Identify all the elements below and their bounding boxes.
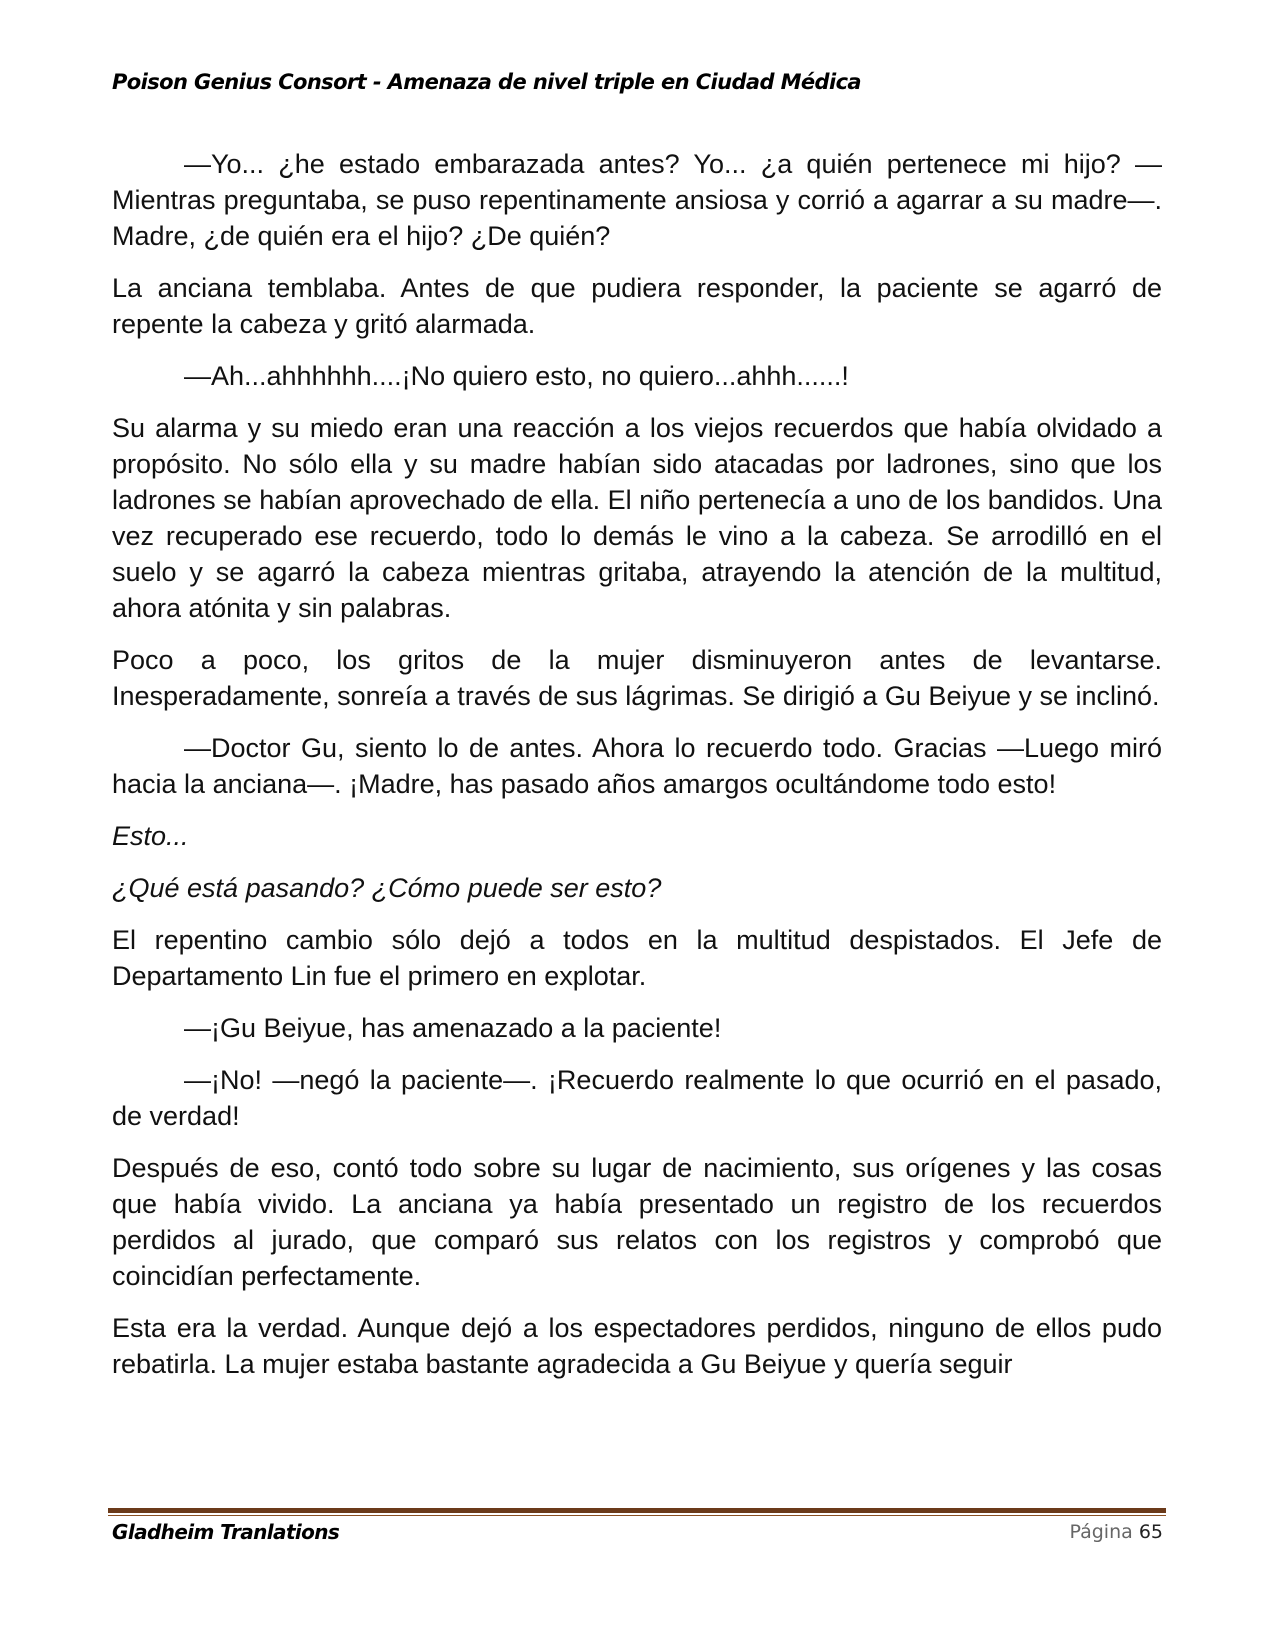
- paragraph-narration: Su alarma y su miedo eran una reacción a los viejos recuerdos que había olvidado a propósito. No sólo ella y su madre habían sido atacadas por ladrones, sino que los ladrones se habían aprovechado de ella. El niño pertenecía a uno de los bandidos. Una vez recuperado ese recuerdo, todo lo demás le vino a la cabeza. Se arrodilló en el suelo y se agarró la cabeza mientras gritaba, atrayendo la atención de la multitud, ahora atónita y sin palabras.: [112, 413, 1162, 623]
- body-text: [112, 146, 1162, 1398]
- footer-divider: [108, 1508, 1166, 1516]
- paragraph-dialogue: —¡Gu Beiyue, has amenazado a la paciente!: [184, 1013, 722, 1043]
- paragraph-dialogue: —Ah...ahhhhhh....¡No quiero esto, no quiero...ahhh......!: [184, 361, 849, 391]
- paragraph-dialogue: —Yo... ¿he estado embarazada antes? Yo... ¿a quién pertenece mi hijo? —Mientras preguntaba, se puso repentinamente ansiosa y corrió a agarrar a su madre—. Madre, ¿de quién era el hijo? ¿De quién?: [112, 149, 1162, 251]
- paragraph-narration: Después de eso, contó todo sobre su lugar de nacimiento, sus orígenes y las cosas que había vivido. La anciana ya había presentado un registro de los recuerdos perdidos al jurado, que comparó sus relatos con los registros y comprobó que coincidían perfectamente.: [112, 1153, 1162, 1291]
- paragraph-thought: ¿Qué está pasando? ¿Cómo puede ser esto?: [112, 873, 662, 903]
- paragraph-narration: La anciana temblaba. Antes de que pudiera responder, la paciente se agarró de repente la cabeza y gritó alarmada.: [112, 273, 1162, 339]
- page-header-title: Poison Genius Consort - Amenaza de nivel triple en Ciudad Médica: [112, 70, 861, 94]
- page-number: 65: [1138, 1521, 1163, 1543]
- paragraph-narration: Poco a poco, los gritos de la mujer disminuyeron antes de levantarse. Inesperadamente, sonreía a través de sus lágrimas. Se dirigió a Gu Beiyue y se inclinó.: [112, 645, 1162, 711]
- paragraph-thought: Esto...: [112, 821, 189, 851]
- paragraph-dialogue: —¡No! —negó la paciente—. ¡Recuerdo realmente lo que ocurrió en el pasado, de verdad!: [112, 1065, 1162, 1131]
- footer-page-info: [1069, 1521, 1163, 1543]
- page-label: Página: [1069, 1521, 1133, 1543]
- footer-publisher: Gladheim Tranlations: [112, 1520, 340, 1544]
- footer-divider-thick: [108, 1508, 1166, 1513]
- footer-divider-thin: [108, 1515, 1166, 1516]
- paragraph-dialogue: —Doctor Gu, siento lo de antes. Ahora lo recuerdo todo. Gracias —Luego miró hacia la anciana—. ¡Madre, has pasado años amargos ocultándome todo esto!: [112, 733, 1162, 799]
- paragraph-narration: El repentino cambio sólo dejó a todos en la multitud despistados. El Jefe de Departamento Lin fue el primero en explotar.: [112, 925, 1162, 991]
- paragraph-narration: Esta era la verdad. Aunque dejó a los espectadores perdidos, ninguno de ellos pudo rebatirla. La mujer estaba bastante agradecida a Gu Beiyue y quería seguir: [112, 1313, 1162, 1379]
